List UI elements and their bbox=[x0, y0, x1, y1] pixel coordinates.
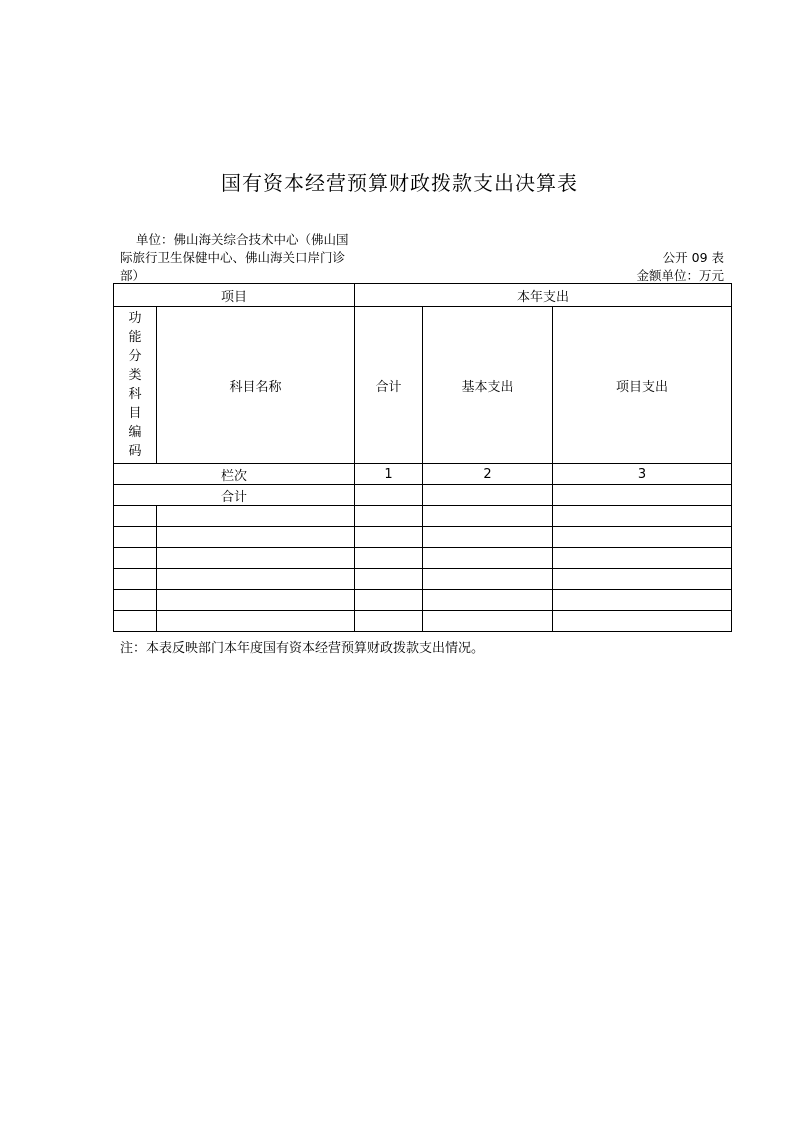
code-cell bbox=[114, 527, 157, 548]
basic-cell bbox=[423, 611, 553, 632]
code-cell bbox=[114, 548, 157, 569]
header-total: 合计 bbox=[355, 307, 423, 464]
form-number: 公开 09 表 bbox=[662, 250, 724, 265]
total-project-cell bbox=[553, 485, 732, 506]
name-cell bbox=[157, 569, 355, 590]
table-row bbox=[114, 569, 732, 590]
column-number-1: 1 bbox=[355, 464, 423, 485]
total-label: 合计 bbox=[114, 485, 355, 506]
project-cell bbox=[553, 611, 732, 632]
total-cell bbox=[355, 506, 423, 527]
name-cell bbox=[157, 611, 355, 632]
table-row bbox=[114, 611, 732, 632]
header-basic-expenditure: 基本支出 bbox=[423, 307, 553, 464]
project-cell bbox=[553, 590, 732, 611]
column-number-3: 3 bbox=[553, 464, 732, 485]
column-number-2: 2 bbox=[423, 464, 553, 485]
project-cell bbox=[553, 548, 732, 569]
total-cell bbox=[355, 527, 423, 548]
table-row bbox=[114, 527, 732, 548]
total-value-cell bbox=[355, 485, 423, 506]
total-basic-cell bbox=[423, 485, 553, 506]
header-item: 项目 bbox=[114, 284, 355, 307]
expenditure-table bbox=[113, 283, 732, 632]
total-cell bbox=[355, 548, 423, 569]
table-subheader-row bbox=[114, 307, 732, 464]
name-cell bbox=[157, 506, 355, 527]
code-cell bbox=[114, 590, 157, 611]
column-number-row bbox=[114, 464, 732, 485]
code-cell bbox=[114, 569, 157, 590]
basic-cell bbox=[423, 506, 553, 527]
total-cell bbox=[355, 569, 423, 590]
unit-label: 单位：佛山海关综合技术中心（佛山国际旅行卫生保健中心、佛山海关口岸门诊部） bbox=[120, 232, 349, 283]
name-cell bbox=[157, 548, 355, 569]
page-title: 国有资本经营预算财政拨款支出决算表 bbox=[221, 171, 578, 195]
name-cell bbox=[157, 527, 355, 548]
amount-unit: 金额单位：万元 bbox=[636, 268, 724, 283]
header-function-code: 功 能 分 类 科 目 编 码 bbox=[114, 307, 157, 464]
column-number-label: 栏次 bbox=[114, 464, 355, 485]
table-row bbox=[114, 506, 732, 527]
header-subject-name: 科目名称 bbox=[157, 307, 355, 464]
project-cell bbox=[553, 569, 732, 590]
basic-cell bbox=[423, 569, 553, 590]
name-cell bbox=[157, 590, 355, 611]
header-project-expenditure: 项目支出 bbox=[553, 307, 732, 464]
basic-cell bbox=[423, 590, 553, 611]
project-cell bbox=[553, 506, 732, 527]
basic-cell bbox=[423, 548, 553, 569]
footnote: 注：本表反映部门本年度国有资本经营预算财政拨款支出情况。 bbox=[120, 641, 485, 656]
total-cell bbox=[355, 590, 423, 611]
table-row bbox=[114, 548, 732, 569]
table-header-row bbox=[114, 284, 732, 307]
code-cell bbox=[114, 611, 157, 632]
total-row bbox=[114, 485, 732, 506]
project-cell bbox=[553, 527, 732, 548]
code-cell bbox=[114, 506, 157, 527]
table-row bbox=[114, 590, 732, 611]
total-cell bbox=[355, 611, 423, 632]
basic-cell bbox=[423, 527, 553, 548]
header-current-year: 本年支出 bbox=[355, 284, 732, 307]
